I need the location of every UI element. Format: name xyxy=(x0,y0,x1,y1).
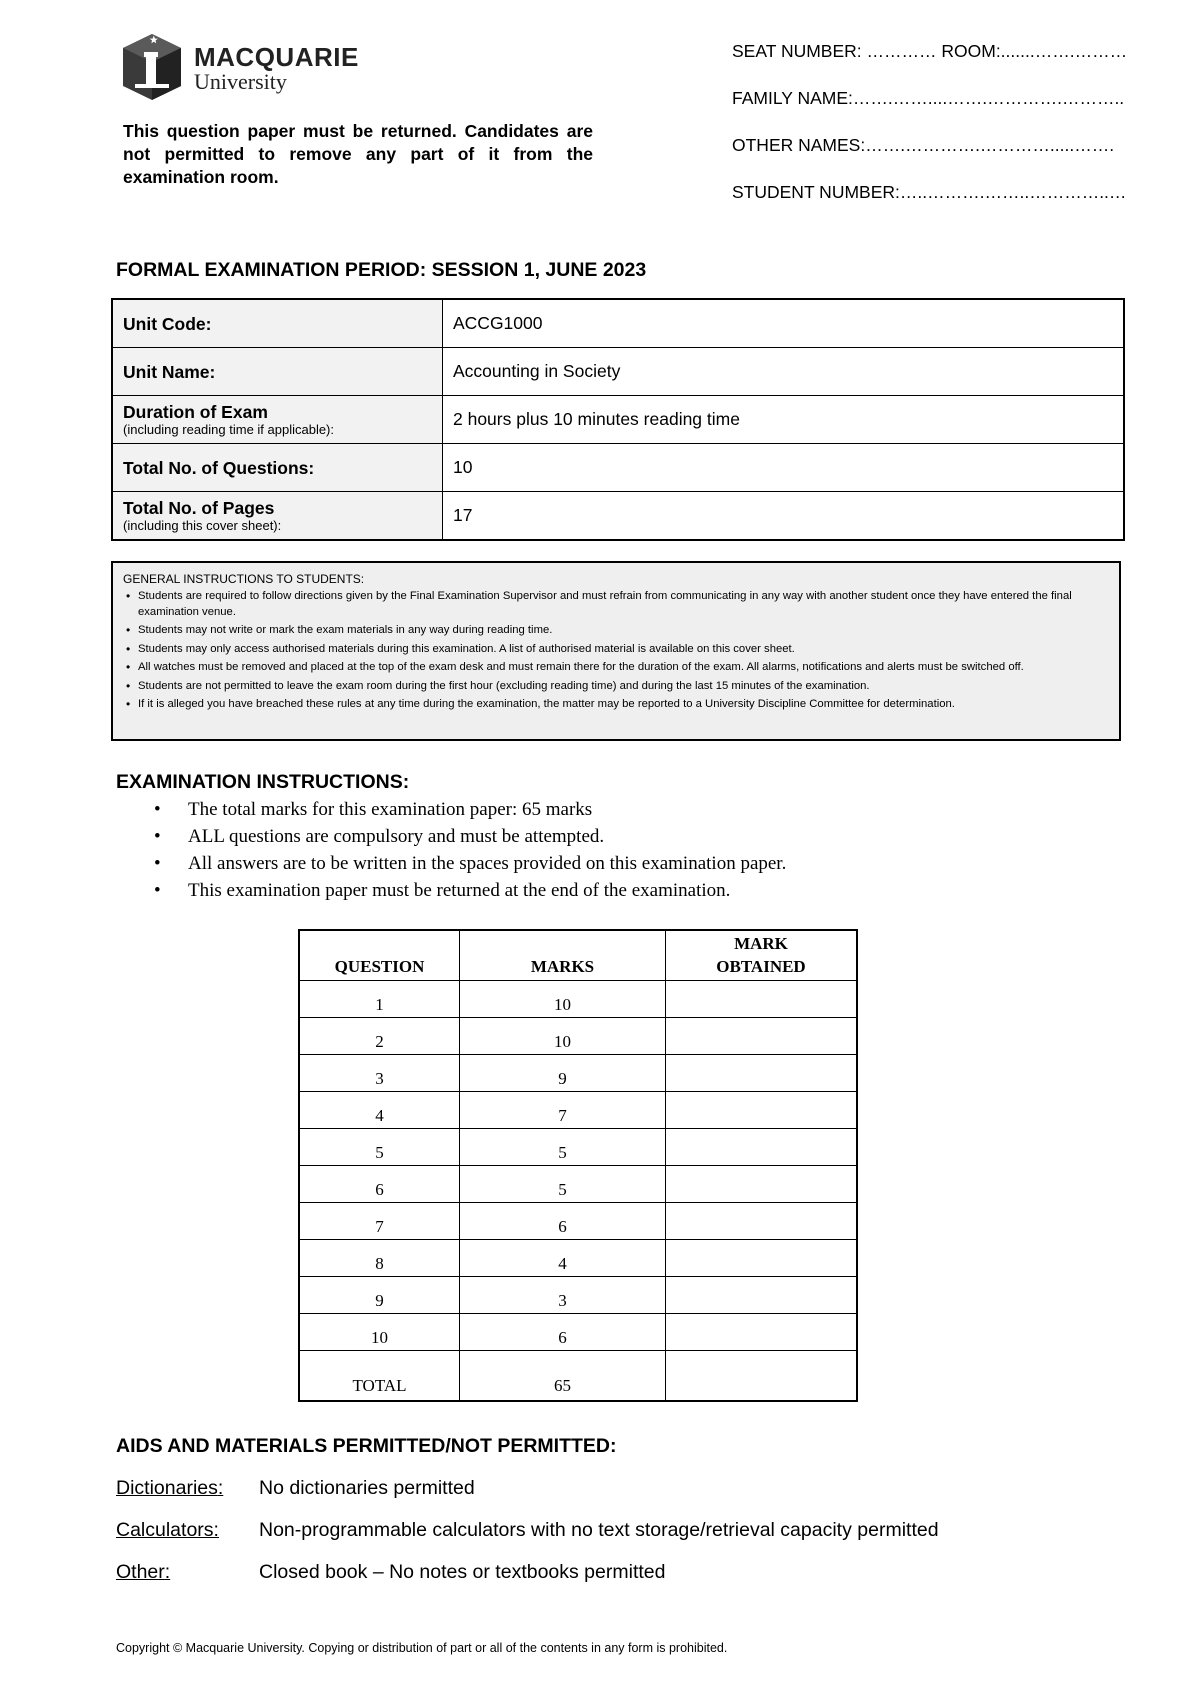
copyright-notice: Copyright © Macquarie University. Copying or distribution of part or all of the contents in any form is prohibited. xyxy=(116,1641,728,1655)
marks-table-body xyxy=(299,981,857,1402)
mark-obtained-cell[interactable] xyxy=(666,981,858,1018)
question-cell: 5 xyxy=(299,1129,460,1166)
unit-row-value: Accounting in Society xyxy=(443,348,1125,396)
marks-table-row xyxy=(299,1314,857,1351)
university-crest-icon xyxy=(123,34,181,100)
marks-cell: 6 xyxy=(460,1203,666,1240)
unit-row xyxy=(112,299,1124,348)
mark-obtained-cell[interactable] xyxy=(666,1314,858,1351)
unit-row xyxy=(112,444,1124,492)
marks-table xyxy=(298,929,858,1402)
unit-row-label: Duration of Exam (including reading time if applicable): xyxy=(112,396,443,444)
marks-cell: 4 xyxy=(460,1240,666,1277)
unit-row-sublabel: (including reading time if applicable): xyxy=(123,422,335,437)
marks-cell: 10 xyxy=(460,1018,666,1055)
unit-row-value: 2 hours plus 10 minutes reading time xyxy=(443,396,1125,444)
marks-table-row xyxy=(299,1055,857,1092)
other-names-field[interactable]: OTHER NAMES:…….………….………….....……. xyxy=(732,135,1115,155)
unit-row-label: Total No. of Questions: xyxy=(112,444,443,492)
university-logo xyxy=(123,34,359,102)
general-instruction-item: • Students are not permitted to leave the exam room during the first hour (excluding reading time) and during the last 15 minutes of the examination. xyxy=(123,679,1109,695)
general-instructions-box xyxy=(111,561,1121,741)
question-cell: 6 xyxy=(299,1166,460,1203)
marks-table-row xyxy=(299,1018,857,1055)
marks-table-row xyxy=(299,1166,857,1203)
marks-cell: 5 xyxy=(460,1166,666,1203)
aid-label: Calculators: xyxy=(116,1519,219,1541)
mark-obtained-cell[interactable] xyxy=(666,1092,858,1129)
marks-table-header-row xyxy=(299,930,857,981)
marks-table-row xyxy=(299,1092,857,1129)
session-heading: FORMAL EXAMINATION PERIOD: SESSION 1, JUNE 2023 xyxy=(116,259,647,281)
general-instruction-item: • All watches must be removed and placed at the top of the exam desk and must remain there for the duration of the exam. All alarms, notifications and alerts must be switched off. xyxy=(123,660,1109,676)
marks-cell: 6 xyxy=(460,1314,666,1351)
logo-sub-text: University xyxy=(194,69,287,94)
mark-obtained-cell[interactable] xyxy=(666,1018,858,1055)
mark-obtained-header-text: MARK OBTAINED xyxy=(716,934,806,976)
mark-obtained-cell[interactable] xyxy=(666,1055,858,1092)
aid-label: Dictionaries: xyxy=(116,1477,224,1499)
student-number-field[interactable]: STUDENT NUMBER:…..……….……..…………..… xyxy=(732,182,1127,202)
marks-cell: 7 xyxy=(460,1092,666,1129)
exam-instructions-heading: EXAMINATION INSTRUCTIONS: xyxy=(116,771,410,793)
unit-row-value: 10 xyxy=(443,444,1125,492)
question-cell: 3 xyxy=(299,1055,460,1092)
marks-table-total-row xyxy=(299,1351,857,1402)
question-cell: 4 xyxy=(299,1092,460,1129)
marks-cell: 5 xyxy=(460,1129,666,1166)
marks-table-row xyxy=(299,1277,857,1314)
return-notice: This question paper must be returned. Candidates are not permitted to remove any part of it from the examination room. xyxy=(123,121,593,187)
exam-instruction-item: • ALL questions are compulsory and must be attempted. xyxy=(154,824,786,851)
mark-obtained-cell[interactable] xyxy=(666,1240,858,1277)
aid-value: Non-programmable calculators with no text storage/retrieval capacity permitted xyxy=(259,1519,939,1541)
mark-obtained-cell[interactable] xyxy=(666,1277,858,1314)
general-instruction-item: • Students are required to follow directions given by the Final Examination Supervisor and must refrain from communicating in any way with another student once they have entered the final examination venue. xyxy=(123,589,1109,620)
general-instruction-item: • If it is alleged you have breached these rules at any time during the examination, the matter may be reported to a University Discipline Committee for determination. xyxy=(123,697,1109,713)
unit-row-value: ACCG1000 xyxy=(443,299,1125,348)
aids-heading: AIDS AND MATERIALS PERMITTED/NOT PERMITTED: xyxy=(116,1435,617,1457)
total-marks-cell: 65 xyxy=(460,1351,666,1402)
mark-obtained-column-header xyxy=(666,930,858,981)
logo-brand-text: MACQUARIE xyxy=(194,42,359,72)
marks-column-header: MARKS xyxy=(460,930,666,981)
unit-row xyxy=(112,492,1124,541)
unit-details-table xyxy=(111,298,1125,541)
unit-row xyxy=(112,396,1124,444)
mark-obtained-cell[interactable] xyxy=(666,1203,858,1240)
general-instructions-title: GENERAL INSTRUCTIONS TO STUDENTS: xyxy=(123,572,365,586)
family-name-field[interactable]: FAMILY NAME:…….……....…….………….……….. xyxy=(732,88,1125,108)
marks-table-row xyxy=(299,981,857,1018)
marks-table-row xyxy=(299,1203,857,1240)
question-cell: 8 xyxy=(299,1240,460,1277)
unit-row-label: Unit Name: xyxy=(112,348,443,396)
aid-value: Closed book – No notes or textbooks permitted xyxy=(259,1561,666,1583)
aid-value: No dictionaries permitted xyxy=(259,1477,475,1499)
total-label-cell: TOTAL xyxy=(299,1351,460,1402)
general-instruction-item: • Students may only access authorised materials during this examination. A list of authorised material is available on this cover sheet. xyxy=(123,642,1109,658)
general-instruction-item: • Students may not write or mark the exam materials in any way during reading time. xyxy=(123,623,1109,639)
exam-instruction-item: • The total marks for this examination paper: 65 marks xyxy=(154,797,786,824)
total-obtained-cell[interactable] xyxy=(666,1351,858,1402)
aid-label: Other: xyxy=(116,1561,171,1583)
unit-row-label: Unit Code: xyxy=(112,299,443,348)
mark-obtained-cell[interactable] xyxy=(666,1166,858,1203)
marks-table-row xyxy=(299,1240,857,1277)
marks-cell: 10 xyxy=(460,981,666,1018)
exam-instruction-item: • This examination paper must be returned at the end of the examination. xyxy=(154,878,786,905)
question-cell: 2 xyxy=(299,1018,460,1055)
marks-table-row xyxy=(299,1129,857,1166)
unit-row-value: 17 xyxy=(443,492,1125,541)
exam-instruction-item: • All answers are to be written in the spaces provided on this examination paper. xyxy=(154,851,786,878)
exam-instructions-list xyxy=(154,797,786,905)
question-column-header: QUESTION xyxy=(299,930,460,981)
general-instructions-list xyxy=(123,589,1109,713)
unit-row-label: Total No. of Pages (including this cover sheet): xyxy=(112,492,443,541)
marks-cell: 3 xyxy=(460,1277,666,1314)
question-cell: 7 xyxy=(299,1203,460,1240)
question-cell: 9 xyxy=(299,1277,460,1314)
seat-room-field[interactable]: SEAT NUMBER: ………… ROOM:.......…….……… xyxy=(732,41,1128,61)
question-cell: 1 xyxy=(299,981,460,1018)
mark-obtained-cell[interactable] xyxy=(666,1129,858,1166)
question-cell: 10 xyxy=(299,1314,460,1351)
unit-row-sublabel: (including this cover sheet): xyxy=(123,518,282,533)
marks-cell: 9 xyxy=(460,1055,666,1092)
unit-row xyxy=(112,348,1124,396)
